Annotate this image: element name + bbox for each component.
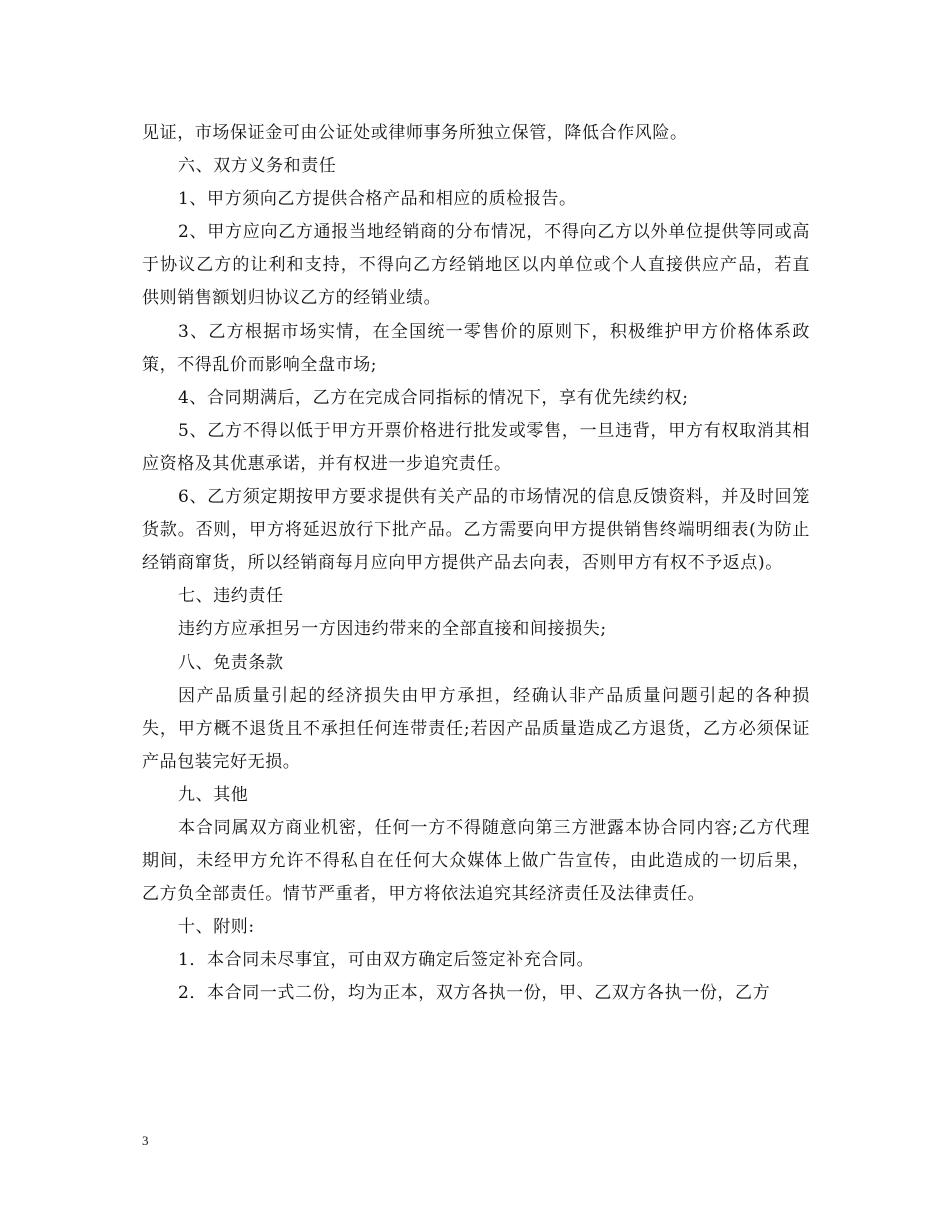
exemption-clause: 因产品质量引起的经济损失由甲方承担，经确认非产品质量问题引起的各种损失，甲方概不退货且不承担任何连带责任;若因产品质量造成乙方退货，乙方必须保证产品包装完好无损。	[142, 685, 810, 772]
breach-clause: 违约方应承担另一方因违约带来的全部直接和间接损失;	[178, 619, 607, 640]
clause-6: 6、乙方须定期按甲方要求提供有关产品的市场情况的信息反馈资料，并及时回笼货款。否则，甲方将延迟放行下批产品。乙方需要向甲方提供销售终端明细表(为防止经销商窜货，所以经销商每月应向甲方提供产品去向表，否则甲方有权不予返点)。	[142, 487, 810, 574]
section-heading-obligations: 六、双方义务和责任	[178, 156, 337, 177]
section-heading-breach: 七、违约责任	[178, 586, 284, 607]
clause-3: 3、乙方根据市场实情，在全国统一零售价的原则下，积极维护甲方价格体系政策，不得乱价而影响全盘市场;	[142, 321, 810, 375]
supplementary-clause-2: 2．本合同一式二份，均为正本，双方各执一份，甲、乙双方各执一份，乙方	[178, 983, 771, 1004]
clause-2: 2、甲方应向乙方通报当地经销商的分布情况，不得向乙方以外单位提供等同或高于协议乙方的让利和支持，不得向乙方经销地区以内单位或个人直接供应产品，若直供则销售额划归协议乙方的经销业绩。	[142, 222, 810, 309]
section-heading-supplementary: 十、附则:	[178, 917, 255, 938]
supplementary-clause-1: 1．本合同未尽事宜，可由双方确定后签定补充合同。	[178, 950, 595, 971]
clause-5: 5、乙方不得以低于甲方开票价格进行批发或零售，一旦违背，甲方有权取消其相应资格及其优惠承诺，并有权进一步追究责任。	[142, 420, 810, 474]
clause-1: 1、甲方须向乙方提供合格产品和相应的质检报告。	[178, 189, 577, 210]
section-heading-exemption: 八、免责条款	[178, 652, 284, 673]
clause-4: 4、合同期满后，乙方在完成合同指标的情况下，享有优先续约权;	[178, 387, 689, 408]
page-number: 3	[142, 1133, 149, 1148]
other-clause: 本合同属双方商业机密，任何一方不得随意向第三方泄露本协合同内容;乙方代理期间，未经甲方允许不得私自在任何大众媒体上做广告宣传，由此造成的一切后果，乙方负全部责任。情节严重者，甲方将依法追究其经济责任及法律责任。	[142, 817, 810, 905]
section-heading-other: 九、其他	[178, 784, 249, 805]
paragraph-continuation: 见证，市场保证金可由公证处或律师事务所独立保管，降低合作风险。	[142, 123, 688, 143]
document-body	[142, 117, 810, 1011]
